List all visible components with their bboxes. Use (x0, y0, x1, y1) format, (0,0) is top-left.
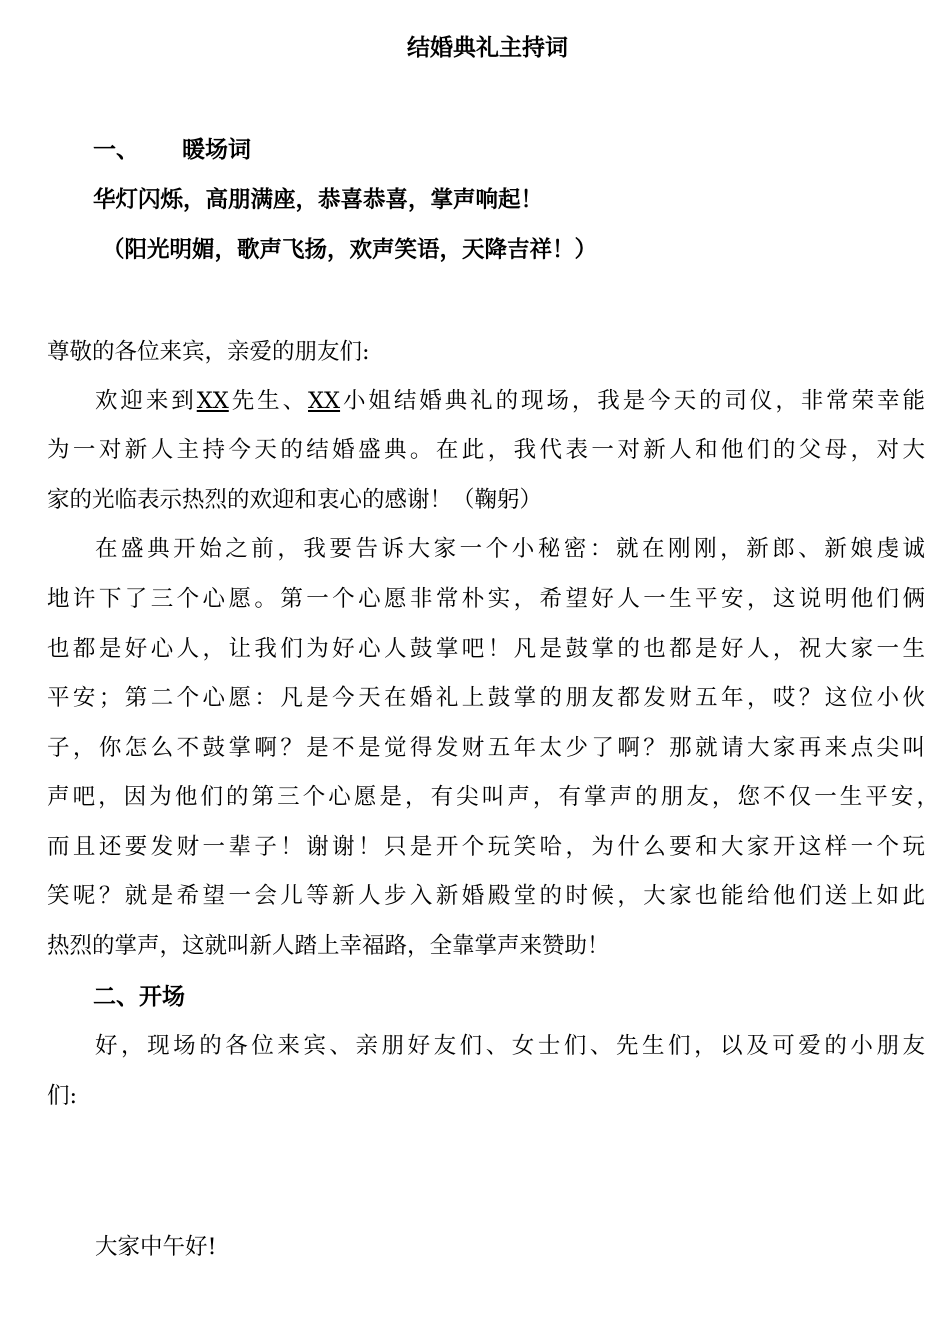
para1-text: 欢迎来到 (95, 388, 197, 414)
closing-greeting: 大家中午好! (95, 1234, 217, 1260)
opening-line-1: 好，现场的各位来宾、亲朋好友们、女士们、先生们，以及可爱的小朋友 (95, 1033, 925, 1059)
para1-text: 先生、 (228, 388, 309, 414)
placeholder-name-1: XX (196, 388, 229, 414)
para2-line: 子，你怎么不鼓掌啊？是不是觉得发财五年太少了啊？那就请大家再来点尖叫 (47, 735, 925, 761)
placeholder-name-2: XX (308, 388, 341, 414)
section2-heading: 二、开场 (93, 984, 185, 1010)
para1-line-2: 为一对新人主持今天的结婚盛典。在此，我代表一对新人和他们的父母，对大 (47, 437, 925, 463)
greeting: 尊敬的各位来宾，亲爱的朋友们: (47, 339, 370, 365)
para2-line: 而且还要发财一辈子！谢谢！只是开个玩笑哈，为什么要和大家开这样一个玩 (47, 834, 925, 860)
para2-line: 也都是好心人，让我们为好心人鼓掌吧！凡是鼓掌的也都是好人，祝大家一生 (47, 636, 925, 662)
para2-line: 笑呢？就是希望一会儿等新人步入新婚殿堂的时候，大家也能给他们送上如此 (47, 883, 925, 909)
para2-line: 在盛典开始之前，我要告诉大家一个小秘密：就在刚刚，新郎、新娘虔诚 (95, 536, 925, 562)
opening-line-2: 们: (47, 1083, 78, 1109)
para2-line: 声吧，因为他们的第三个心愿是，有尖叫声，有掌声的朋友，您不仅一生平安， (47, 784, 939, 810)
section1-number: 一、 (93, 137, 139, 163)
para2-line: 平安；第二个心愿：凡是今天在婚礼上鼓掌的朋友都发财五年，哎？这位小伙 (47, 685, 925, 711)
para2-line: 热烈的掌声，这就叫新人踏上幸福路，全靠掌声来赞助！ (47, 933, 610, 959)
para1-text: 小姐结婚典礼的现场，我是今天的司仪，非常荣幸能 (340, 388, 925, 414)
warmup-line-1: 华灯闪烁，高朋满座，恭喜恭喜，掌声响起！ (93, 187, 544, 213)
para2-line: 地许下了三个心愿。第一个心愿非常朴实，希望好人一生平安，这说明他们俩 (47, 586, 925, 612)
section1-heading: 暖场词 (182, 137, 251, 163)
document-title: 结婚典礼主持词 (407, 35, 568, 61)
para1-line-3: 家的光临表示热烈的欢迎和衷心的感谢！（鞠躬） (47, 487, 543, 513)
para1-line-1 (95, 385, 925, 417)
warmup-line-2: （阳光明媚，歌声飞扬，欢声笑语，天降吉祥！） (102, 237, 598, 263)
